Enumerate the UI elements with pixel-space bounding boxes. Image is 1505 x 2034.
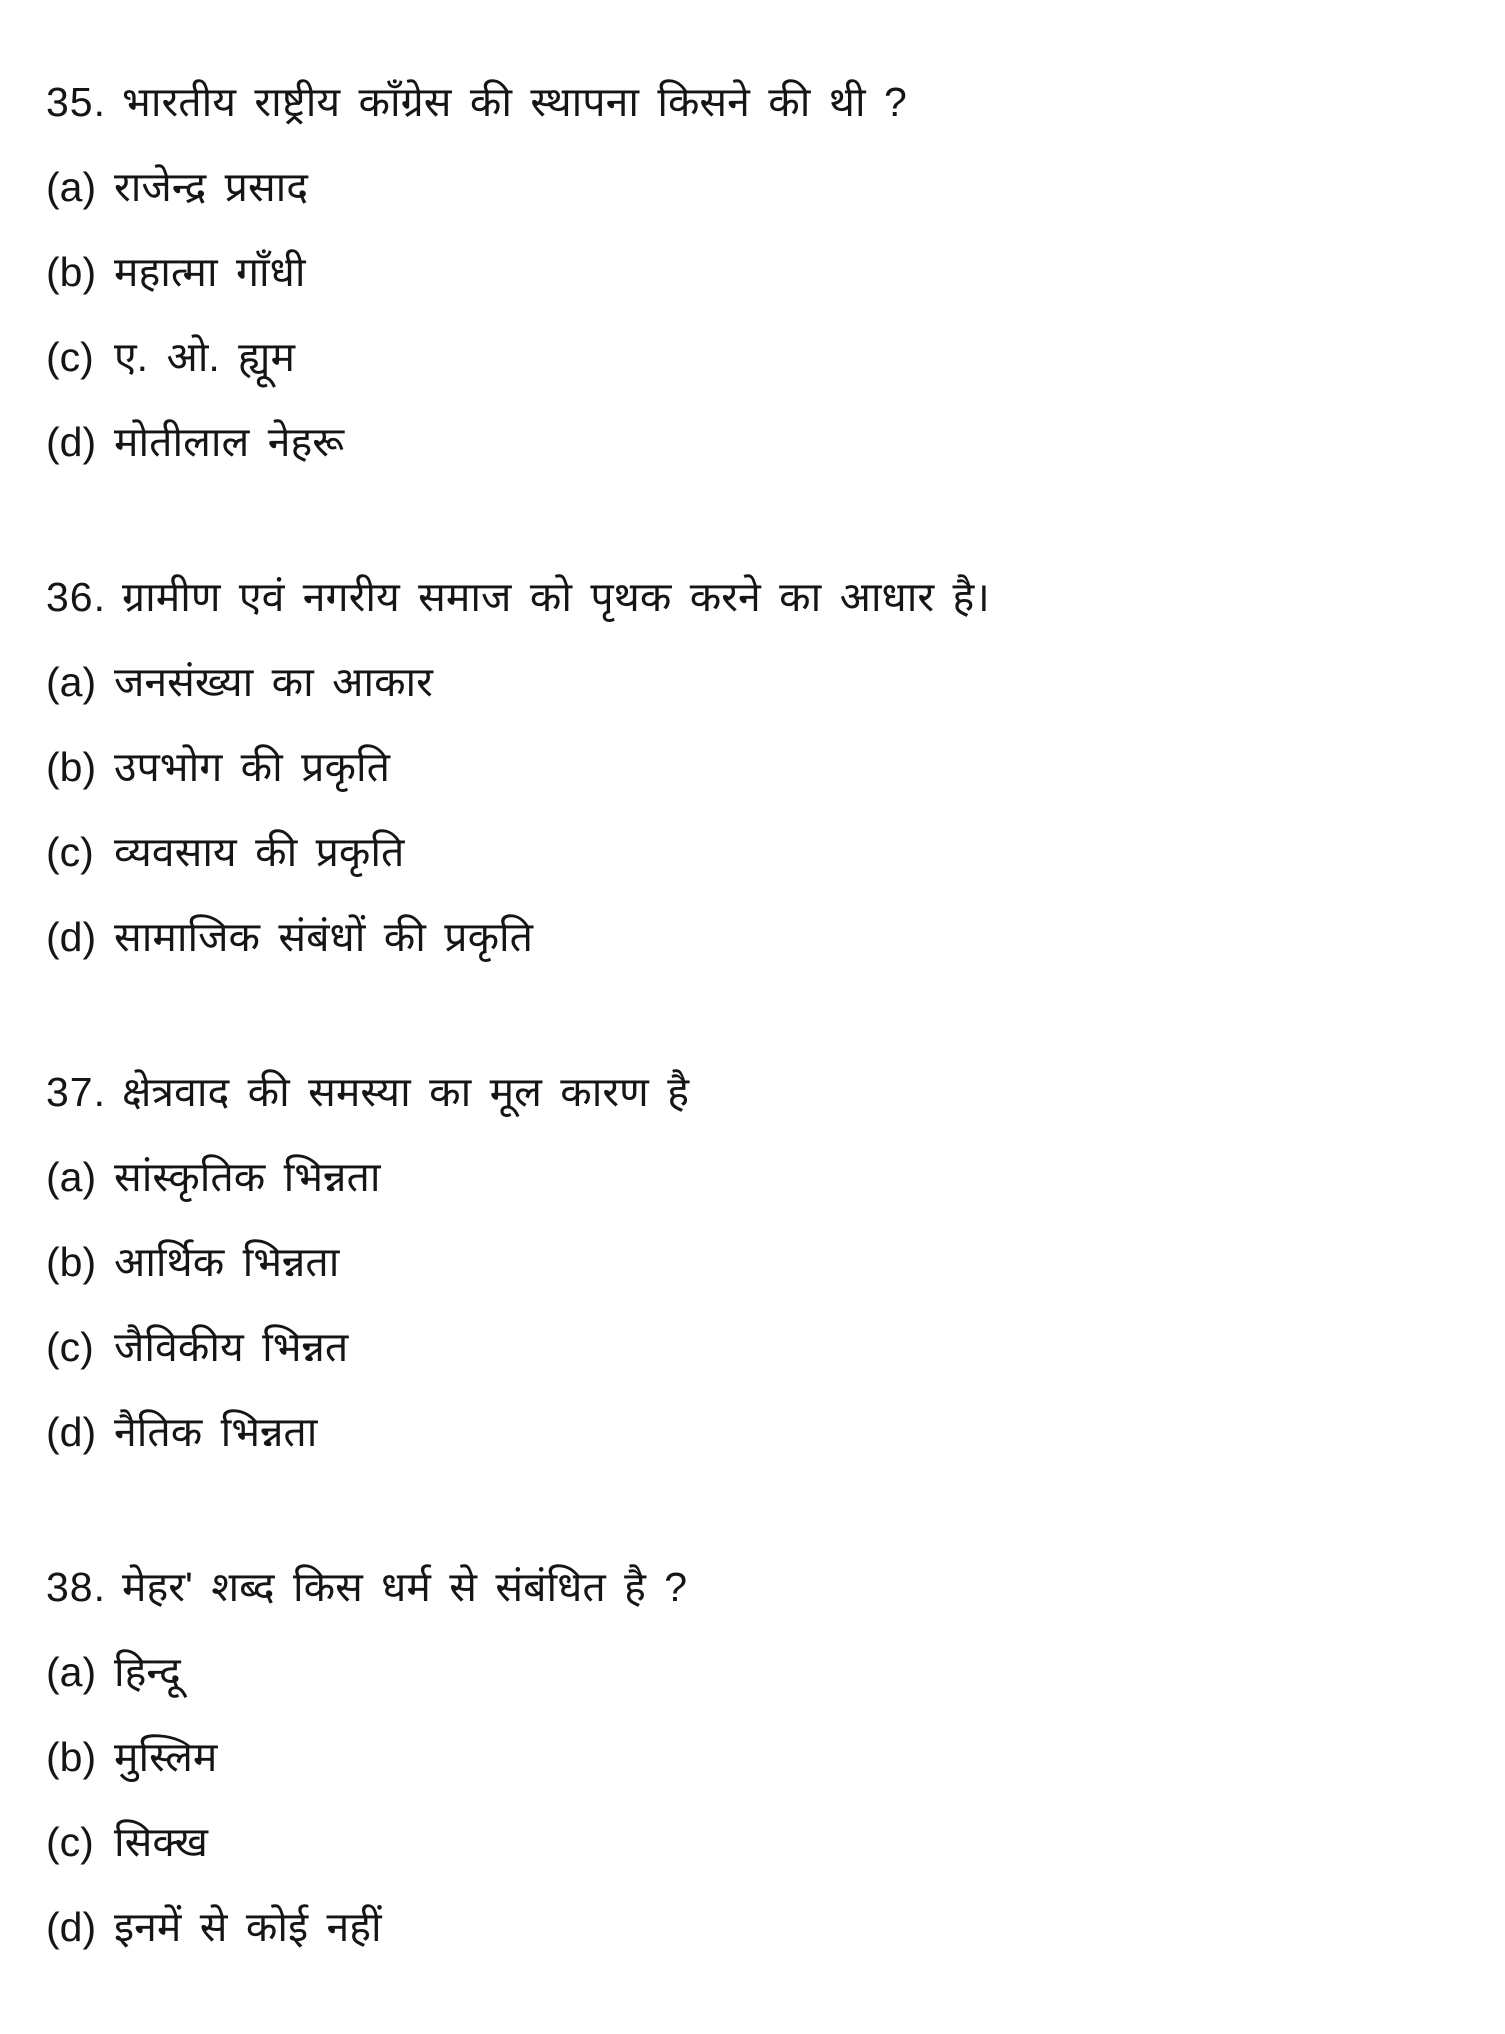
option-label: (b) (46, 744, 97, 790)
option-text: उपभोग की प्रकृति (114, 744, 390, 790)
option-text: राजेन्द्र प्रसाद (114, 164, 309, 210)
option-row-c (46, 825, 1465, 910)
question-text: क्षेत्रवाद की समस्या का मूल कारण है (122, 1069, 689, 1115)
option-text: सांस्कृतिक भिन्नता (114, 1154, 381, 1200)
option-row-b (46, 1730, 1465, 1815)
question-number: 35. (46, 79, 106, 125)
option-label: (c) (46, 1324, 94, 1370)
option-label: (c) (46, 1819, 94, 1865)
option-label: (d) (46, 419, 97, 465)
option-row-d (46, 1900, 1465, 1985)
question-line (46, 570, 1465, 655)
option-text: आर्थिक भिन्नता (114, 1239, 340, 1285)
option-text: मोतीलाल नेहरू (114, 419, 345, 465)
option-text: जैविकीय भिन्नत (114, 1324, 349, 1370)
option-row-c (46, 330, 1465, 415)
option-text: हिन्दू (114, 1649, 181, 1695)
option-row-a (46, 1645, 1465, 1730)
option-label: (b) (46, 249, 97, 295)
option-text: जनसंख्या का आकार (114, 659, 433, 705)
option-label: (d) (46, 1904, 97, 1950)
option-row-a (46, 655, 1465, 740)
option-row-c (46, 1320, 1465, 1405)
option-row-a (46, 1150, 1465, 1235)
option-row-b (46, 740, 1465, 825)
option-text: महात्मा गाँधी (114, 249, 306, 295)
option-row-d (46, 1405, 1465, 1490)
option-row-d (46, 910, 1465, 995)
option-text: मुस्लिम (114, 1734, 218, 1780)
question-line (46, 75, 1465, 160)
option-label: (a) (46, 659, 97, 705)
question-block-35 (46, 75, 1465, 500)
option-row-d (46, 415, 1465, 500)
option-label: (d) (46, 1409, 97, 1455)
option-label: (c) (46, 334, 94, 380)
option-text: सिक्ख (114, 1819, 208, 1865)
option-row-c (46, 1815, 1465, 1900)
option-label: (c) (46, 829, 94, 875)
question-block-38 (46, 1560, 1465, 1985)
option-label: (b) (46, 1239, 97, 1285)
question-line (46, 1560, 1465, 1645)
question-number: 38. (46, 1564, 106, 1610)
option-label: (a) (46, 1649, 97, 1695)
question-number: 37. (46, 1069, 106, 1115)
option-row-b (46, 245, 1465, 330)
option-label: (d) (46, 914, 97, 960)
option-label: (a) (46, 1154, 97, 1200)
question-text: ग्रामीण एवं नगरीय समाज को पृथक करने का आधार है। (122, 574, 990, 620)
question-text: भारतीय राष्ट्रीय काँग्रेस की स्थापना किसने की थी ? (122, 79, 907, 125)
option-text: इनमें से कोई नहीं (114, 1904, 382, 1950)
option-text: सामाजिक संबंधों की प्रकृति (114, 914, 534, 960)
option-label: (b) (46, 1734, 97, 1780)
option-text: ए. ओ. ह्यूम (114, 334, 295, 380)
option-text: नैतिक भिन्नता (114, 1409, 318, 1455)
question-number: 36. (46, 574, 106, 620)
option-label: (a) (46, 164, 97, 210)
option-row-b (46, 1235, 1465, 1320)
option-text: व्यवसाय की प्रकृति (114, 829, 405, 875)
question-block-37 (46, 1065, 1465, 1490)
question-text: मेहर' शब्द किस धर्म से संबंधित है ? (122, 1564, 688, 1610)
question-block-36 (46, 570, 1465, 995)
question-line (46, 1065, 1465, 1150)
option-row-a (46, 160, 1465, 245)
